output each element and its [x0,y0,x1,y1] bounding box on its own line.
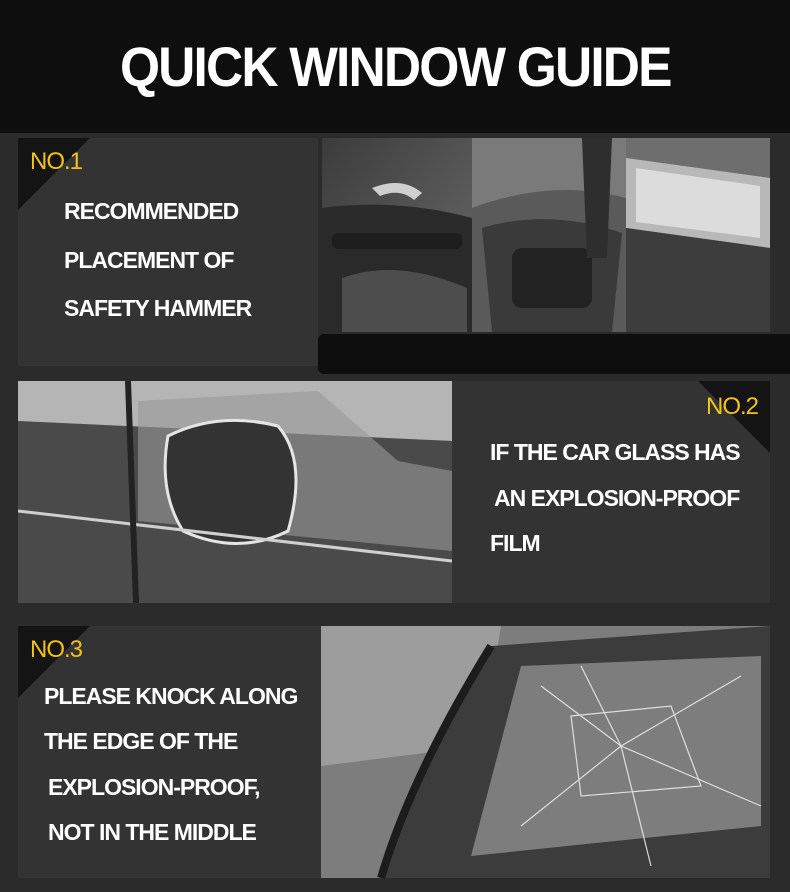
header-banner [0,0,790,133]
step-1-number: NO.1 [30,148,83,175]
step-2-line-2: AN EXPLOSION-PROOF [494,485,740,511]
shattered-door-glass-photo [321,626,770,878]
page-title: QUICK WINDOW GUIDE [119,35,671,98]
center-console-photo [472,138,626,332]
glovebox-photo [626,138,770,332]
step-3-line-1: PLEASE KNOCK ALONG [44,683,298,709]
broken-window-photo [18,381,452,603]
step-1-line-1: RECOMMENDED [64,198,239,224]
step-3-line-3: EXPLOSION-PROOF, [48,774,260,800]
step-3-line-4: NOT IN THE MIDDLE [48,819,256,845]
step-2-panel [452,381,770,603]
step-3-panel [18,626,321,878]
step-1-line-2: PLACEMENT OF [64,247,234,273]
step-1-panel [18,138,318,366]
step-1-line-3: SAFETY HAMMER [64,295,252,321]
step-3-line-2: THE EDGE OF THE [44,728,238,754]
door-handle-photo [322,138,472,332]
step-2-line-3: FILM [490,530,540,556]
step-1-bottom-strip [318,334,790,374]
step-2-line-1: IF THE CAR GLASS HAS [490,439,740,465]
step-3-number: NO.3 [30,636,83,663]
step-2-number: NO.2 [705,393,758,420]
